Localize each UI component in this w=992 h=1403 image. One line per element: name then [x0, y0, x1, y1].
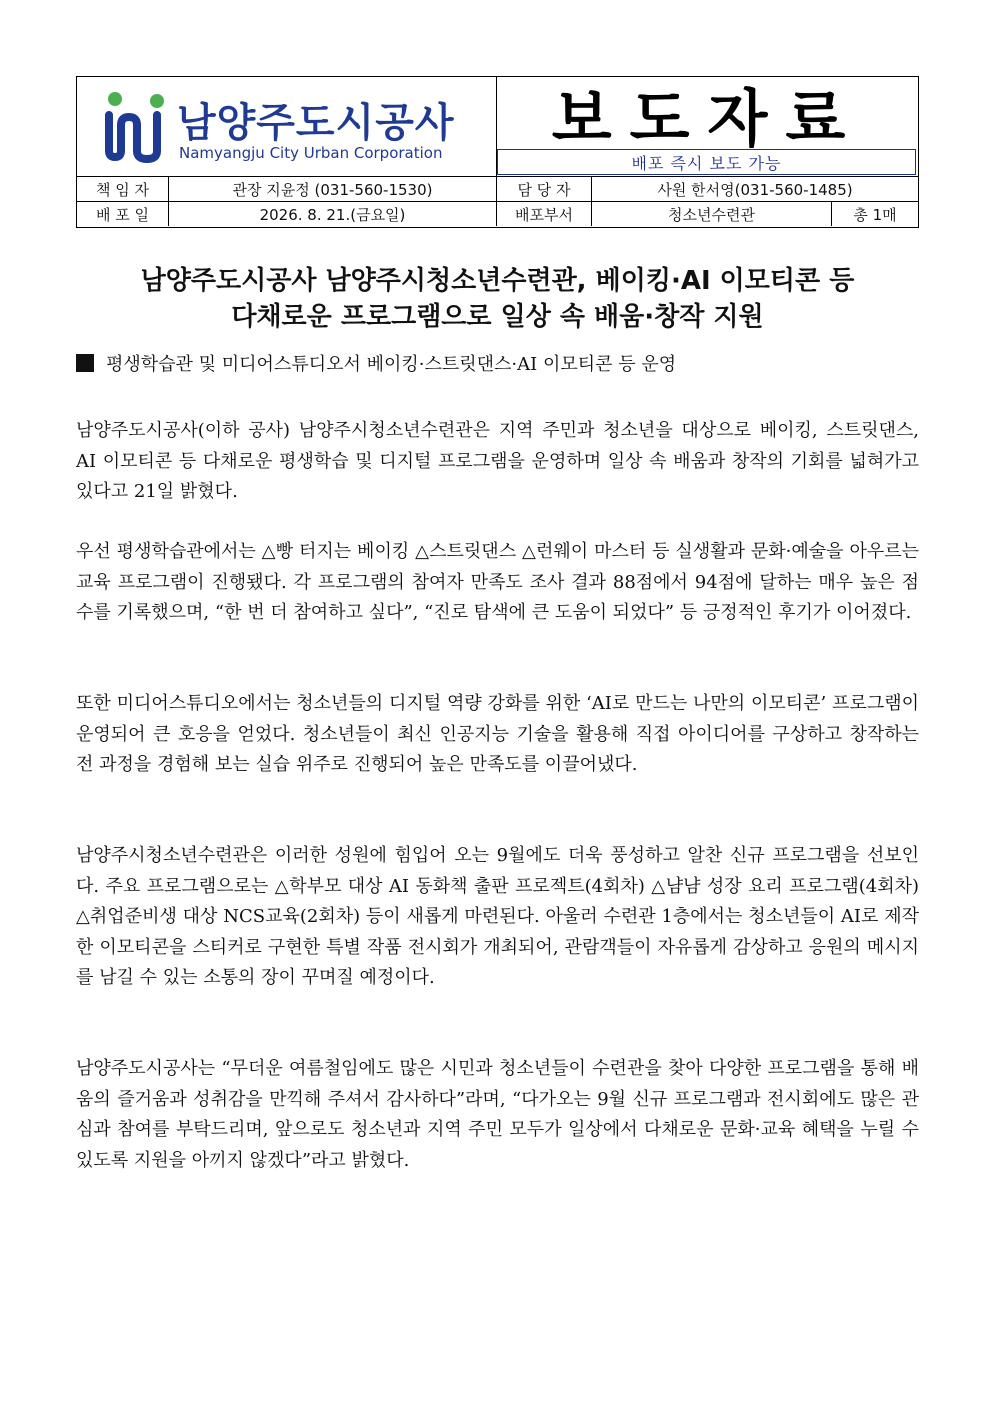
release-notice: 배포 즉시 보도 가능 — [497, 149, 916, 175]
label-department: 배포부서 — [497, 202, 592, 226]
value-release-date — [169, 202, 497, 226]
release-date-text: 2026. 8. 21.(금요일) — [259, 205, 406, 224]
label-contact: 담 당 자 — [497, 177, 592, 201]
body-paragraph-3: 또한 미디어스튜디오에서는 청소년들의 디지털 역량 강화를 위한 ‘AI로 만드는 나만의 이모티콘’ 프로그램이 운영되어 큰 호응을 얻었다. 청소년들이 최신 인공지능 기술을 활용해 직접 아이디어를 구상하고 창작하는 전 과정을 경험해 보는 실습 위주로 진행되어 높은 만족도를 이끌어냈다. — [76, 693, 919, 775]
value-department: 청소년수련관 — [592, 202, 832, 226]
label-responsible: 책 임 자 — [77, 177, 169, 201]
value-contact: 사원 한서영(031-560-1485) — [657, 180, 853, 199]
headline-line-1: 남양주도시공사 남양주시청소년수련관, 베이킹·AI 이모티콘 등 — [140, 266, 855, 296]
logo-name: 남양주도시공사 — [177, 100, 455, 146]
label-release-date: 배 포 일 — [77, 202, 169, 226]
logo-cell — [77, 77, 497, 176]
logo-english-name: Namyangju City Urban Corporation — [179, 144, 443, 162]
body-paragraph-5: 남양주도시공사는 “무더운 여름철임에도 많은 시민과 청소년들이 수련관을 찾아 다양한 프로그램을 통해 배움의 즐거움과 성취감을 만끽해 주셔서 감사하다”라며, “다가오는 9월 신규 프로그램과 전시회에도 많은 관심과 참여를 부탁드리며, 앞으로도 청소년과 지역 주민 모두가 일상에서 다채로운 문화·교육 혜택을 누릴 수 있도록 지원을 아끼지 않겠다”라고 밝혔다. — [76, 1058, 919, 1171]
square-bullet-icon — [76, 354, 94, 372]
press-cell — [497, 77, 918, 176]
subheading-text: 평생학습관 및 미디어스튜디오서 베이킹·스트릿댄스·AI 이모티콘 등 운영 — [106, 354, 677, 375]
body-paragraph-2: 우선 평생학습관에서는 △빵 터지는 베이킹 △스트릿댄스 △런웨이 마스터 등 실생활과 문화·예술을 아우르는 교육 프로그램이 진행됐다. 각 프로그램의 참여자 만족도 조사 결과 88점에서 94점에 달하는 매우 높은 점수를 기록했으며, “한 번 더 참여하고 싶다”, “진로 탐색에 큰 도움이 되었다” 등 긍정적인 후기가 이어졌다. — [76, 541, 919, 623]
press-header-table — [76, 76, 919, 228]
corporation-logo-icon — [101, 85, 171, 165]
header-row-release — [77, 201, 918, 226]
value-page-count: 총 1매 — [853, 205, 897, 224]
value-responsible: 관장 지윤정 (031-560-1530) — [169, 177, 497, 201]
body-paragraph-1: 남양주도시공사(이하 공사) 남양주시청소년수련관은 지역 주민과 청소년을 대상으로 베이킹, 스트릿댄스, AI 이모티콘 등 다채로운 평생학습 및 디지털 프로그램을 운영하며 일상 속 배움과 창작의 기회를 넓혀가고 있다고 21일 밝혔다. — [76, 420, 919, 502]
header-row-contacts — [77, 176, 918, 201]
subheading — [76, 350, 676, 376]
headline-line-2: 다채로운 프로그램으로 일상 속 배움·창작 지원 — [231, 302, 764, 332]
press-release-title: 보도자료 — [551, 81, 864, 155]
body-paragraph-4: 남양주시청소년수련관은 이러한 성원에 힘입어 오는 9월에도 더욱 풍성하고 알찬 신규 프로그램을 선보인다. 주요 프로그램으로는 △학부모 대상 AI 동화책 출판 프로젝트(4회차) △냠냠 성장 요리 프로그램(4회차) △취업준비생 대상 NCS교육(2회차) 등이 새롭게 마련된다. 아울러 수련관 1층에서는 청소년들이 AI로 제작한 이모티콘을 스티커로 구현한 특별 작품 전시회가 개최되어, 관람객들이 자유롭게 감상하고 응원의 메시지를 남길 수 있는 소통의 장이 꾸며질 예정이다. — [76, 845, 919, 988]
